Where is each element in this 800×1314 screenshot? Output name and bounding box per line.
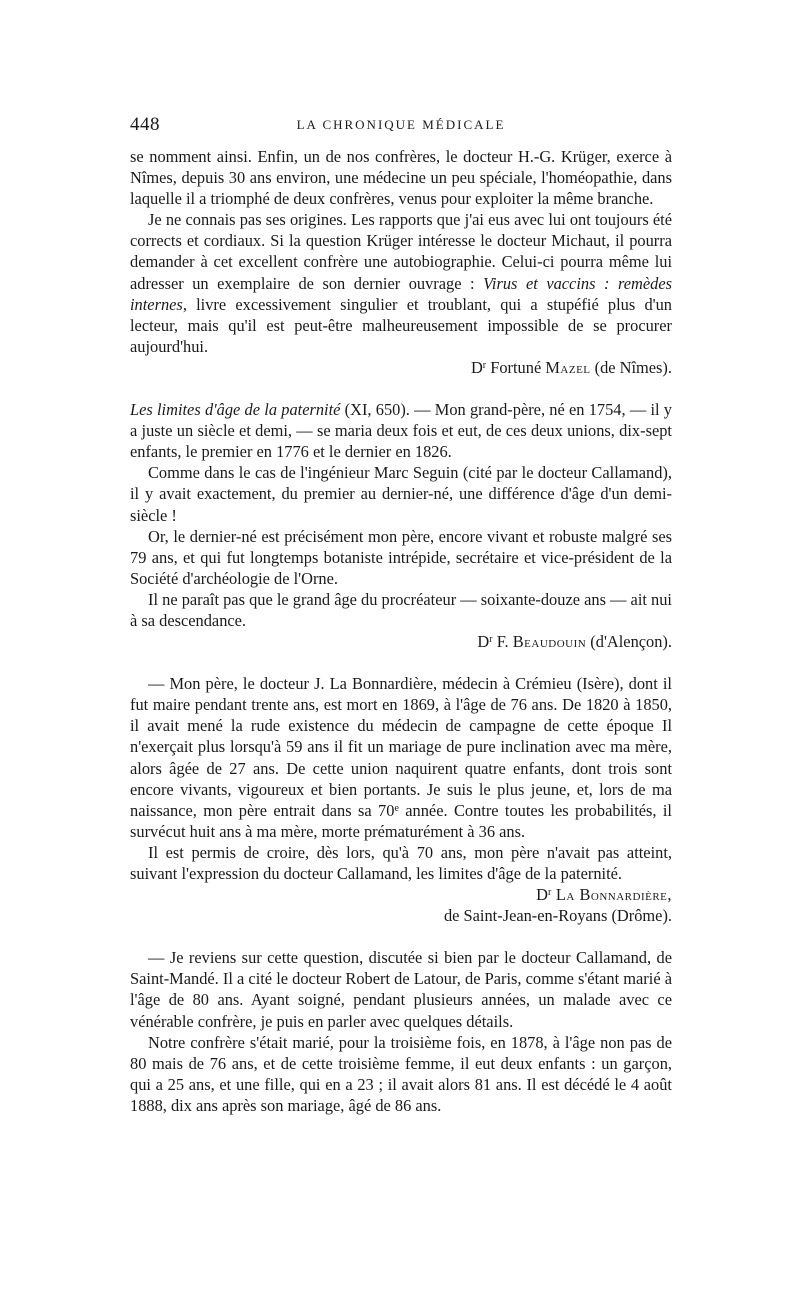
ordinal-sup: e — [394, 802, 399, 814]
page-header — [130, 114, 672, 138]
section-title: Les limites d'âge de la paternité — [130, 400, 341, 420]
paragraph-4: Comme dans le cas de l'ingénieur Marc Seguin (cité par le docteur Callamand), il y avait exactement, du premier au dernier-né, une différence d'âge d'un demi-siècle ! — [130, 463, 672, 525]
paragraph-3-text: (XI, 650). — Mon grand-père, né en 1754, — il y a juste un siècle et demi, — se maria deux fois et eut, de ces deux unions, dix-sept enfants, le premier en 1776 et le dernier en 1826. — [130, 400, 672, 462]
sig-dr-sup: r — [482, 359, 487, 371]
running-title: LA CHRONIQUE MÉDICALE — [296, 117, 506, 132]
paragraph-9: — Je reviens sur cette question, discutée si bien par le docteur Callamand, de Saint-Mandé. Il a cité le docteur Robert de Latour, de Paris, comme s'étant marié à l'âge de 80 ans. Ayant soigné, pendant plusieurs années, un malade avec ce vénérable confrère, je puis en parler avec quelques détails. — [130, 948, 672, 1031]
signature-bonnardiere — [130, 884, 672, 905]
paragraph-2-text-a: Je ne connais pas ses origines. Les rapports que j'ai eus avec lui ont toujours été corrects et cordiaux. Si la question Krüger intéresse le docteur Michaut, il pourra demander à cet excellent confrère une autobiographie. Celui-ci pourra même lui adresser un exemplaire de son dernier ouvrage : — [130, 210, 672, 293]
paragraph-2-text-b: , livre excessivement singulier et troublant, qui a stupéfié plus d'un lecteur, mais qu'il est peut-être malheureusement impossible de se procurer aujourd'hui. — [130, 294, 672, 356]
paragraph-7-text-b: année. Contre toutes les probabilités, il survécut huit ans à ma mère, morte prématurément à 36 ans. — [130, 800, 672, 841]
sig-dr-sup: r — [547, 887, 552, 899]
paragraph-6: Il ne paraît pas que le grand âge du procréateur — soixante-douze ans — ait nui à sa descendance. — [130, 589, 672, 630]
sig-name: La Bonnardière, — [551, 885, 672, 905]
sig-first-name: Fortuné — [486, 357, 546, 377]
sig-last-name: Mazel — [545, 357, 591, 377]
paragraph-5: Or, le dernier-né est précisément mon père, encore vivant et robuste malgré ses 79 ans, et qui fut longtemps botaniste intrépide, secrétaire et vice-président de la Société d'archéologie de l'Orne. — [130, 526, 672, 588]
paragraph-2 — [130, 209, 672, 357]
article-body — [130, 146, 672, 1116]
book-title: Virus et vaccins : remèdes internes — [130, 273, 672, 314]
paragraph-7-text-a: — Mon père, le docteur J. La Bonnardière, médecin à Crémieu (Isère), dont il fut maire pendant trente ans, est mort en 1869, à l'âge de 76 ans. De 1820 à 1850, il avait mené la rude existence du médecin de campagne de cette époque Il n'exerçait plus lorsqu'à 59 ans il fit un mariage de pure inclination avec ma mère, alors âgée de 27 ans. De cette union naquirent quatre enfants, dont trois sont encore vivants, vigoureux et bien portants. Je suis le plus jeune, et, lors de ma naissance, mon père entrait dans sa 70 — [130, 674, 672, 820]
paragraph-1: se nomment ainsi. Enfin, un de nos confrères, le docteur H.-G. Krüger, exerce à Nîmes, depuis 30 ans environ, une médecine un peu spéciale, l'homéopathie, dans laquelle il a triomphé de deux confrères, venus pour exploiter la même branche. — [130, 147, 672, 209]
sig-first-name: F. — [492, 632, 513, 652]
page-number: 448 — [130, 114, 160, 135]
sig-last-name: Beaudouin — [512, 632, 587, 652]
signature-bonnardiere-place: de Saint-Jean-en-Royans (Drôme). — [443, 906, 672, 926]
sig-place: (d'Alençon). — [586, 632, 672, 652]
sig-dr-sup: r — [489, 634, 493, 646]
paragraph-7 — [130, 673, 672, 842]
paragraph-8: Il est permis de croire, dès lors, qu'à 70 ans, mon père n'avait pas atteint, suivant l'expression du docteur Callamand, les limites d'âge de la paternité. — [130, 842, 672, 883]
sig-place: (de Nîmes). — [590, 357, 672, 377]
sig-dr: D — [470, 357, 483, 377]
paragraph-10: Notre confrère s'était marié, pour la troisième fois, en 1878, à l'âge non pas de 80 mais de 76 ans, et de cette troisième femme, il eut deux enfants : un garçon, qui a 25 ans, et une fille, qui en a 23 ; il avait alors 81 ans. Il est décédé le 4 août 1888, dix ans après son mariage, âgé de 86 ans. — [130, 1032, 672, 1115]
sig-dr: D — [536, 885, 548, 905]
sig-dr: D — [477, 632, 490, 652]
signature-mazel — [130, 357, 672, 378]
signature-beaudouin — [130, 631, 672, 652]
paragraph-3 — [130, 399, 672, 462]
